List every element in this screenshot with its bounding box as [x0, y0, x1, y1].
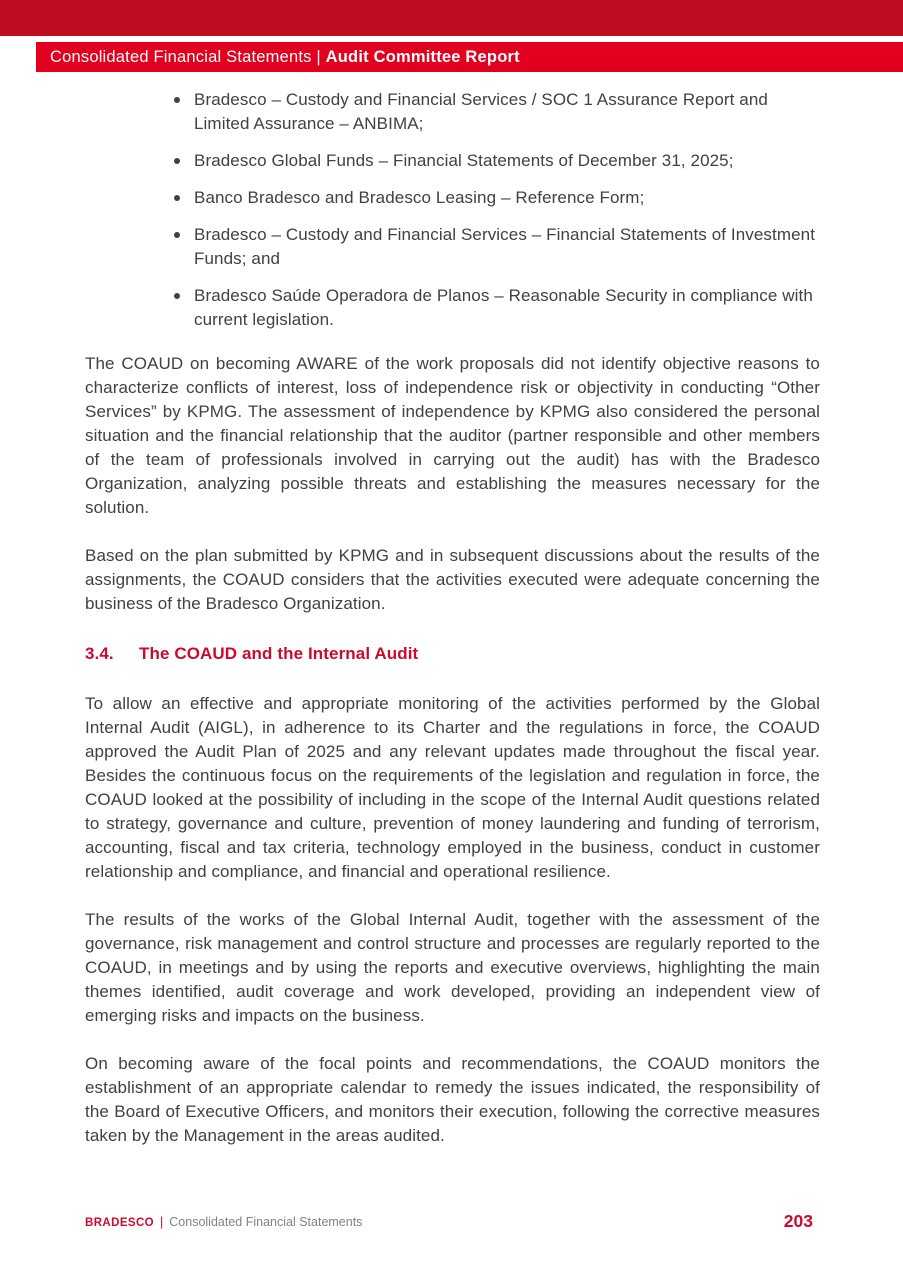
section-heading: [85, 642, 820, 666]
top-red-strip: [0, 0, 903, 36]
bullet-list: [172, 88, 820, 332]
list-item: Bradesco Saúde Operadora de Planos – Reasonable Security in compliance with current legislation.: [172, 284, 820, 332]
list-item: Bradesco Global Funds – Financial Statements of December 31, 2025;: [172, 149, 820, 173]
header-title-regular: Consolidated Financial Statements |: [50, 47, 326, 66]
list-item: Bradesco – Custody and Financial Services – Financial Statements of Investment Funds; and: [172, 223, 820, 271]
footer-left: [85, 1215, 362, 1229]
page-content: [85, 88, 820, 1148]
section-number: 3.4.: [85, 644, 114, 663]
paragraph-coaud-aware: The COAUD on becoming AWARE of the work proposals did not identify objective reasons to characterize conflicts of interest, loss of independence risk or objectivity in conducting “Other Services” by KPMG. The assessment of independence by KPMG also considered the personal situation and the financial relationship that the auditor (partner responsible and other members of the team of professionals involved in carrying out the audit) has with the Bradesco Organization, analyzing possible threats and establishing the measures necessary for the solution.: [85, 354, 820, 517]
footer-brand: BRADESCO: [85, 1216, 155, 1229]
paragraph-plan-kpmg: Based on the plan submitted by KPMG and in subsequent discussions about the results of the assignments, the COAUD considers that the activities executed were adequate concerning the business of the Bradesco Organization.: [85, 546, 820, 613]
page-footer: [85, 1211, 813, 1232]
footer-separator: |: [160, 1214, 164, 1229]
section-title: The COAUD and the Internal Audit: [139, 644, 419, 663]
header-title-bold: Audit Committee Report: [325, 47, 520, 66]
paragraph-audit-results: The results of the works of the Global Internal Audit, together with the assessment of the governance, risk management and control structure and processes are regularly reported to the COAUD, in meetings and by using the reports and executive overviews, highlighting the main themes identified, audit coverage and work developed, providing an independent view of emerging risks and impacts on the business.: [85, 910, 820, 1025]
footer-label: Consolidated Financial Statements: [169, 1214, 363, 1229]
header-banner: [36, 42, 903, 72]
page-number: 203: [783, 1211, 813, 1231]
paragraph-internal-audit-monitoring: To allow an effective and appropriate monitoring of the activities performed by the Global Internal Audit (AIGL), in adherence to its Charter and the regulations in force, the COAUD approved the Audit Plan of 2025 and any relevant updates made throughout the fiscal year. Besides the continuous focus on the requirements of the legislation and regulation in force, the COAUD looked at the possibility of including in the scope of the Internal Audit questions related to strategy, governance and culture, prevention of money laundering and funding of terrorism, accounting, fiscal and tax criteria, technology employed in the business, conduct in customer relationship and compliance, and financial and operational resilience.: [85, 694, 820, 881]
list-item: Bradesco – Custody and Financial Services / SOC 1 Assurance Report and Limited Assurance – ANBIMA;: [172, 88, 820, 136]
list-item: Banco Bradesco and Bradesco Leasing – Reference Form;: [172, 186, 820, 210]
paragraph-focal-points: On becoming aware of the focal points and recommendations, the COAUD monitors the establishment of an appropriate calendar to remedy the issues indicated, the responsibility of the Board of Executive Officers, and monitors their execution, following the corrective measures taken by the Management in the areas audited.: [85, 1054, 820, 1145]
